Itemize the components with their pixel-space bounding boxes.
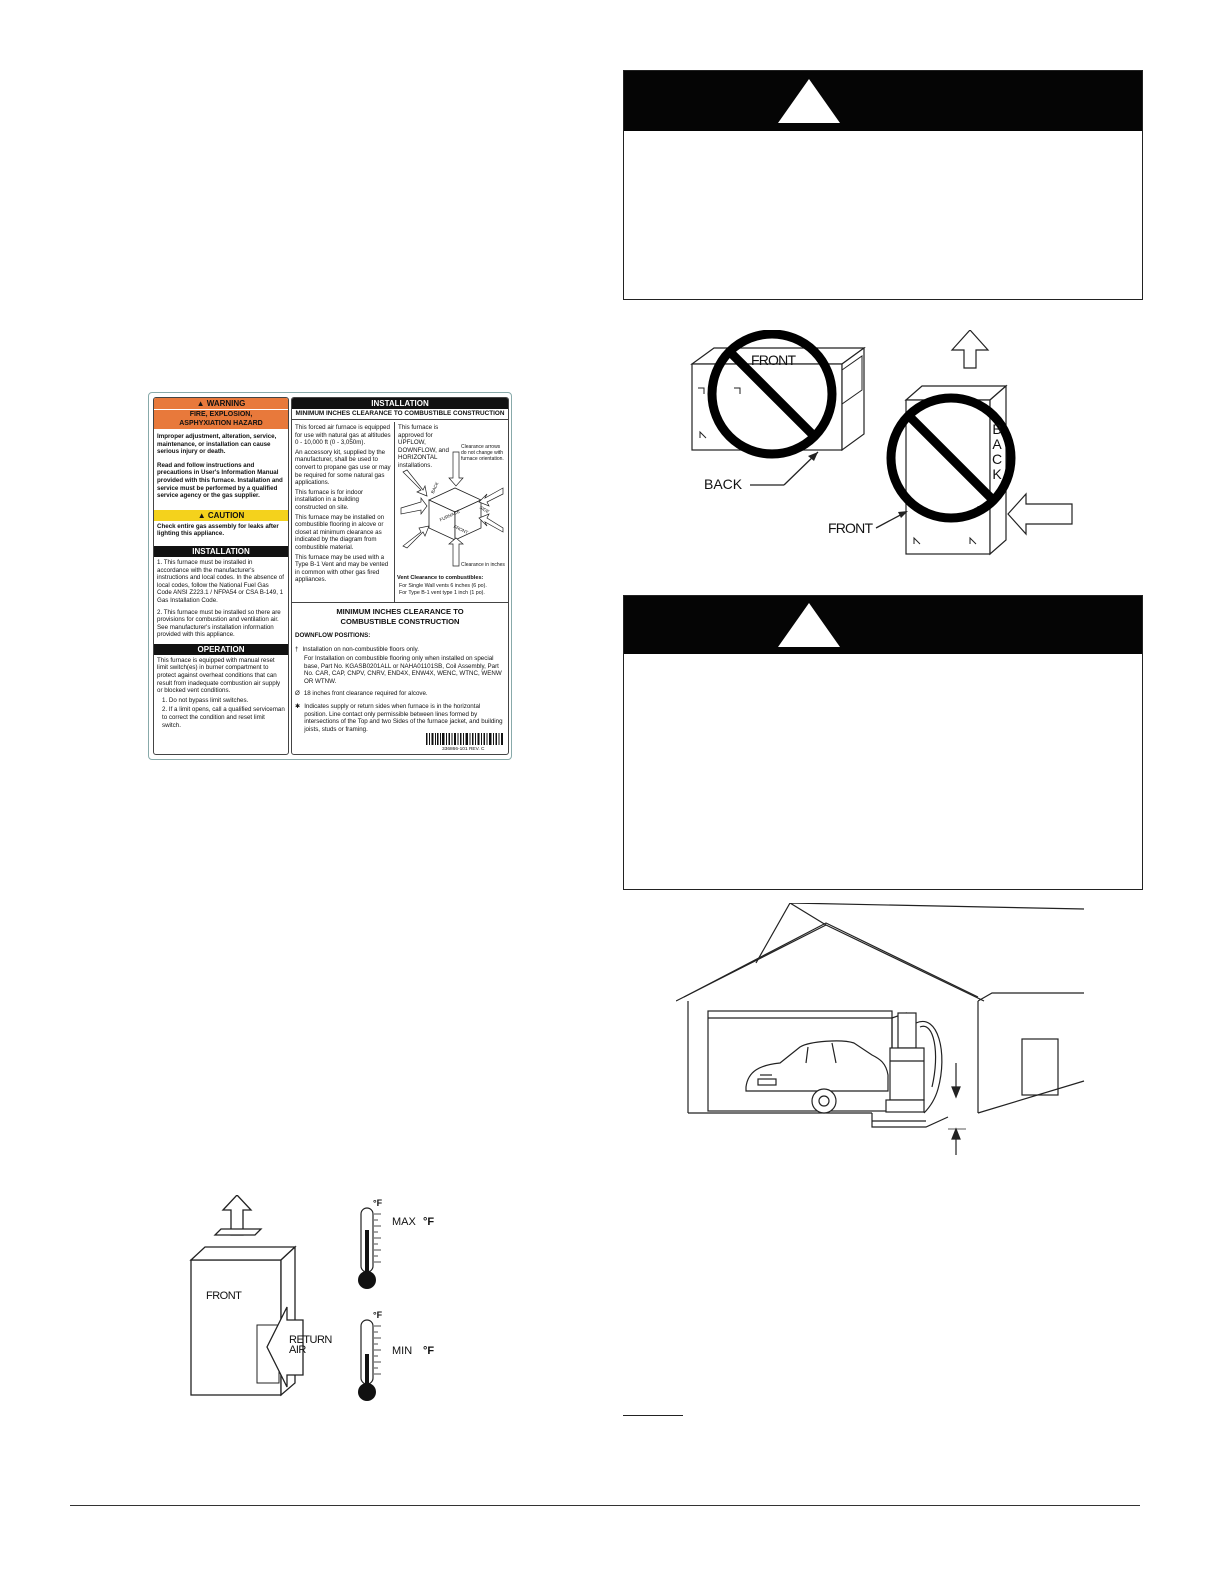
furnace-rating-label [148, 392, 512, 760]
clearance-text-block [292, 422, 395, 602]
operation-item-1: 1. Do not bypass limit switches. [162, 696, 249, 704]
hazard-header [154, 409, 288, 429]
temp-figure-front-label: FRONT [206, 1290, 242, 1302]
flooring-text: This furnace may be installed on combustible flooring in alcove or closet at minimum clearance as indicated by the diagram from combustible material. [295, 513, 385, 551]
warning-box-1 [623, 70, 1143, 300]
diagram-front-text: FRONT [452, 523, 469, 536]
read-instructions-text: Read and follow instructions and precautions in User's Information Manual provided with this furnace. Installation and service must be performed by a qualified service agency or the gas supplier. [157, 461, 283, 500]
min-unit: °F [423, 1345, 435, 1357]
clearance-diagram-block [395, 422, 508, 602]
min-clearance-title: MINIMUM INCHES CLEARANCE TO COMBUSTIBLE CONSTRUCTION [292, 409, 508, 420]
back-letter-k: K [992, 466, 1002, 482]
max-label: MAX [392, 1216, 416, 1228]
label-left-column [153, 397, 289, 755]
alcove-row [292, 688, 508, 700]
special-base-text: For Installation on combustible flooring only when installed on special base, Part No. KGASB0201ALL or NAHA01101SB, Coil Assembly, Part No. CAR, CAP, CNPV, CNRV, END4X, ENW4X, WENC, WTNC, WENW OR WTNW. [304, 655, 502, 685]
caution-title: CAUTION [207, 510, 245, 520]
warning-triangle-icon [776, 77, 842, 125]
diagram-side-text: SIDE [478, 504, 491, 515]
thermometer-max-icon [355, 1200, 387, 1292]
prohibited-orientation-figure [686, 330, 1086, 562]
accessory-kit-text: An accessory kit, supplied by the manufacturer, shall be used to convert to propane gas use or may be required for some natural gas applications. [295, 448, 391, 487]
dagger-symbol: † [295, 645, 299, 653]
hazard-line-2: ASPHYXIATION HAZARD [179, 419, 263, 427]
label-right-column [291, 397, 509, 755]
note-underline [623, 1415, 683, 1416]
operation-text: This furnace is equipped with manual reset limit switch(es) in burner compartment to protect against overheat conditions that can result from inadequate combustion air supply or blocked vent conditions. [157, 656, 281, 695]
clearance-inches-text: Clearance in inches [461, 562, 505, 568]
warning-box-2 [623, 595, 1143, 890]
install-item-1: 1. This furnace must be installed in accordance with the manufacturer's instructions and local codes. In the absence of local codes, follow the National Fuel Gas Code ANSI Z223.1 / NFPA54 or CSA B-149, 1 Gas Installation Code. [157, 558, 284, 604]
diagram-furnace-text: FURNACE [438, 508, 461, 523]
warning-box-2-header [624, 596, 1142, 654]
min-clearance-title-2-line-1: MINIMUM INCHES CLEARANCE TO [336, 607, 464, 616]
part-number: 336866-101 REV. C [442, 747, 485, 752]
furnace-front-figure [185, 1195, 305, 1400]
min-label: MIN [392, 1345, 413, 1357]
vent-single-text: For Single Wall vents 6 inches (6 po). [399, 583, 487, 589]
caution-text: Check entire gas assembly for leaks after lighting this appliance. [157, 522, 279, 538]
forced-air-text: This forced air furnace is equipped for use with natural gas at altitudes 0 - 10,000 ft (0 - 3,050m). [295, 424, 391, 447]
thermometer-max-unit-glyph: °F [373, 1198, 383, 1208]
vent-b1-text: For Type B-1 vent type 1 inch (1 po). [399, 590, 485, 596]
right-installation-header: INSTALLATION [292, 398, 508, 409]
star-symbol: ✱ [295, 703, 301, 711]
barcode [426, 733, 504, 745]
warning-header [154, 398, 288, 409]
approved-text: This furnace is approved for UPFLOW, DOWNFLOW, and HORIZONTAL installations. [398, 424, 449, 469]
min-clearance-title-2 [292, 603, 508, 626]
caution-header [154, 510, 288, 521]
indicates-text: Indicates supply or return sides when furnace is in the horizontal position. Line contact only permissible between lines formed by intersections of the Top and two Sides of the furnace jacket, and building joists, studs or framing. [304, 703, 503, 733]
thermometer-min-icon [355, 1312, 387, 1404]
vertical-back-label [991, 422, 1003, 482]
arrows-text: Clearance arrows do not change with furnace orientation. [461, 444, 504, 462]
operation-header: OPERATION [154, 644, 288, 655]
caution-triangle-icon: ▲ [197, 510, 206, 520]
downflow-section [292, 602, 508, 752]
hazard-line-1: FIRE, EXPLOSION, [189, 411, 253, 418]
footer-rule [70, 1505, 1140, 1506]
return-air-label [289, 1335, 332, 1355]
garage-installation-figure [676, 903, 1086, 1158]
thermometer-min-unit-glyph: °F [373, 1310, 383, 1320]
vent-clearance-title: Vent Clearance to combustibles: [397, 575, 484, 581]
horizontal-front-label: FRONT [751, 352, 796, 368]
vent-text: This furnace may be used with a Type B-1 Vent and may be vented in common with other gas fired appliances. [295, 553, 389, 584]
warning-box-1-header [624, 71, 1142, 131]
operation-item-2: 2. If a limit opens, call a qualified serviceman to correct the condition and reset limit switch. [162, 706, 285, 729]
indicates-row [292, 699, 508, 735]
return-air-line-2: AIR [289, 1344, 306, 1356]
vertical-front-label: FRONT [828, 520, 873, 536]
max-unit: °F [423, 1216, 435, 1228]
return-air-line-1: RETURN [289, 1334, 332, 1346]
back-letter-c: C [991, 451, 1003, 467]
installation-header: INSTALLATION [154, 546, 288, 557]
warning-triangle-icon: ▲ [196, 399, 205, 408]
diagram-back-text: BACK [430, 481, 440, 495]
horizontal-back-label: BACK [704, 476, 743, 492]
back-letter-b: B [992, 421, 1002, 437]
warning-triangle-icon [776, 601, 842, 649]
min-clearance-title-2-line-2: COMBUSTIBLE CONSTRUCTION [340, 616, 460, 626]
back-letter-a: A [992, 436, 1002, 452]
noncombustible-text: Installation on non-combustible floors only. [302, 645, 419, 653]
install-item-2: 2. This furnace must be installed so there are provisions for combustion and ventilation air. See manufacturer's installation information provided with this appliance. [157, 608, 281, 639]
indoor-text: This furnace is for indoor installation in a building constructed on site. [295, 488, 364, 511]
alcove-text: 18 inches front clearance required for alcove. [303, 689, 428, 697]
warning-title: WARNING [206, 399, 246, 408]
hazard-text: Improper adjustment, alteration, service, maintenance, or installation can cause serious injury or death. [157, 433, 277, 456]
downflow-title: DOWNFLOW POSITIONS: [295, 632, 371, 639]
noncombustible-row [292, 642, 508, 656]
phi-symbol: Ø [295, 689, 300, 697]
